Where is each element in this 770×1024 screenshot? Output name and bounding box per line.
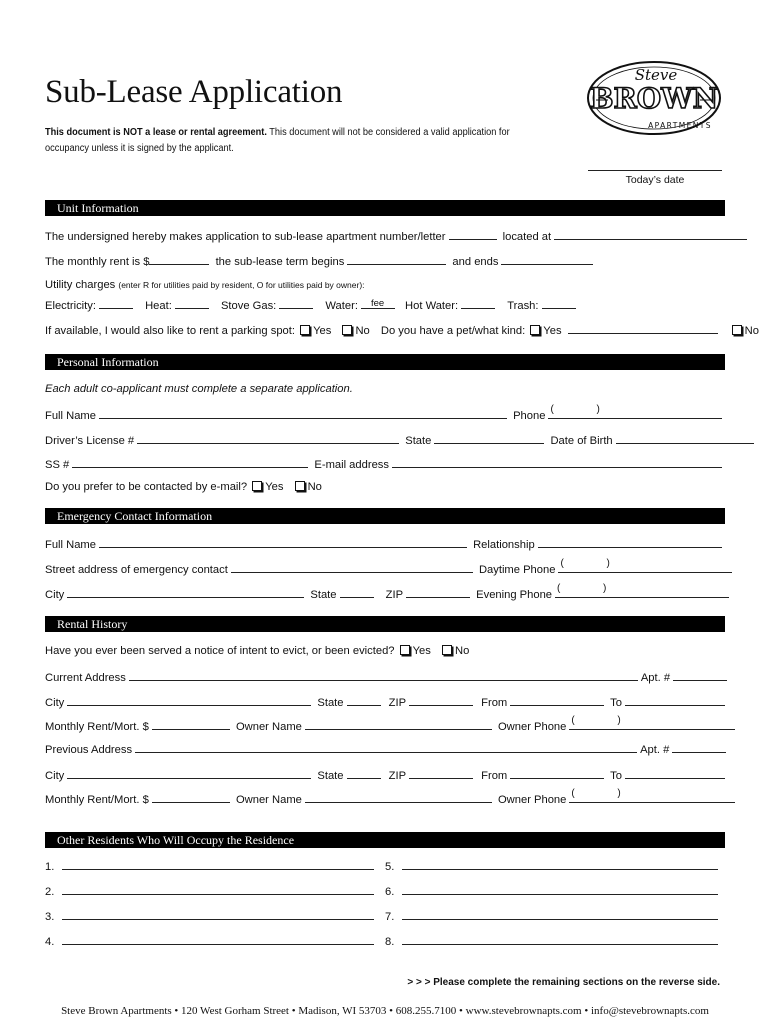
resident-row-7 [385, 908, 721, 924]
pet-yes-checkbox[interactable] [530, 325, 540, 335]
resident-1-field[interactable] [62, 858, 374, 870]
emergency-city-label: City [45, 589, 65, 601]
current-state-field[interactable] [347, 694, 381, 706]
section-header-emergency [45, 508, 725, 524]
footer-address: Steve Brown Apartments • 120 West Gorham Street • Madison, WI 53703 • 608.255.7100 • www.stevebrownapts.com • info@stevebrownapts.com [61, 1005, 709, 1017]
logo-main-text: BROWN [589, 82, 719, 115]
emergency-name-label: Full Name [45, 539, 96, 551]
current-owner-field[interactable] [305, 718, 492, 730]
emergency-city-row [45, 583, 732, 602]
current-rent-field[interactable] [152, 718, 230, 730]
evict-no-label: No [454, 645, 470, 657]
stove-gas-label: Stove Gas: [220, 300, 277, 312]
pet-yes-label: Yes [543, 325, 562, 337]
dob-field[interactable] [616, 432, 754, 444]
trash-field[interactable] [542, 297, 576, 309]
section-header-residents [45, 832, 725, 848]
email-pref-yes-checkbox[interactable] [252, 481, 262, 491]
term-begins-label: the sub-lease term begins [215, 256, 345, 268]
electricity-field[interactable] [99, 297, 133, 309]
current-address-row [45, 669, 730, 685]
water-value: fee [370, 298, 385, 309]
license-state-label: State [405, 435, 432, 447]
logo-script-text: Steve [634, 66, 678, 84]
disclaimer-bold: This document is NOT a lease or rental agreement. [45, 127, 267, 138]
evening-phone-label: Evening Phone [476, 589, 553, 601]
stove-gas-field[interactable] [279, 297, 313, 309]
reverse-side-note: > > > Please complete the remaining sections on the reverse side. [407, 977, 720, 988]
pet-no-checkbox[interactable] [732, 325, 742, 335]
monthly-rent-field[interactable] [149, 253, 209, 265]
previous-address-label: Previous Address [45, 744, 133, 756]
section-header-personal [45, 354, 725, 370]
email-label: E-mail address [314, 459, 389, 471]
current-owner-label: Owner Name [235, 721, 302, 733]
current-to-label: To [610, 697, 622, 709]
current-city-label: City [45, 697, 65, 709]
located-at-field[interactable] [554, 228, 747, 240]
current-rent-row [45, 715, 738, 734]
email-pref-row [45, 480, 322, 494]
license-label: Driver’s License # [45, 435, 135, 447]
current-from-field[interactable] [510, 694, 604, 706]
resident-number: 3. [45, 911, 55, 923]
resident-row-1 [45, 858, 377, 874]
parking-pet-row [45, 322, 759, 338]
previous-state-field[interactable] [347, 767, 381, 779]
emergency-name-field[interactable] [99, 536, 467, 548]
current-address-field[interactable] [129, 669, 638, 681]
previous-zip-label: ZIP [388, 770, 407, 782]
resident-3-field[interactable] [62, 908, 374, 920]
section-title: Other Residents Who Will Occupy the Residence [57, 833, 295, 847]
resident-row-4 [45, 933, 377, 949]
current-owner-phone-field[interactable]: ( ) [569, 718, 735, 730]
utility-fields-row [45, 297, 579, 313]
ssn-label: SS # [45, 459, 70, 471]
electricity-label: Electricity: [45, 300, 96, 312]
evict-yes-label: Yes [412, 645, 431, 657]
utility-label: Utility charges [45, 279, 116, 291]
evict-no-checkbox[interactable] [442, 645, 452, 655]
license-row [45, 432, 757, 448]
previous-from-field[interactable] [510, 767, 604, 779]
water-label: Water: [325, 300, 358, 312]
evict-label: Have you ever been served a notice of intent to evict, or been evicted? [45, 645, 395, 657]
emergency-street-label: Street address of emergency contact [45, 564, 228, 576]
resident-row-6 [385, 883, 721, 899]
parking-yes-checkbox[interactable] [300, 325, 310, 335]
previous-state-label: State [317, 770, 344, 782]
previous-address-field[interactable] [135, 741, 637, 753]
previous-rent-row [45, 788, 738, 807]
previous-city-field[interactable] [67, 767, 311, 779]
ssn-row [45, 456, 725, 472]
resident-4-field[interactable] [62, 933, 374, 945]
previous-owner-phone-label: Owner Phone [497, 794, 567, 806]
utility-note: (enter R for utilities paid by resident, O for utilities paid by owner): [118, 280, 365, 290]
full-name-field[interactable] [99, 407, 507, 419]
previous-city-label: City [45, 770, 65, 782]
personal-name-row [45, 404, 725, 423]
resident-number: 8. [385, 936, 395, 948]
water-field[interactable] [361, 297, 395, 309]
section-title: Rental History [57, 617, 128, 631]
resident-number: 7. [385, 911, 395, 923]
email-pref-no-checkbox[interactable] [295, 481, 305, 491]
previous-zip-field[interactable] [409, 767, 473, 779]
resident-row-5 [385, 858, 721, 874]
previous-to-label: To [610, 770, 622, 782]
resident-5-field[interactable] [402, 858, 718, 870]
unit-apply-row [45, 228, 750, 244]
heat-field[interactable] [175, 297, 209, 309]
logo-sub-text: APARTMENTS [648, 121, 712, 130]
current-apt-label: Apt. # [640, 672, 671, 684]
resident-number: 4. [45, 936, 55, 948]
emergency-name-row [45, 536, 725, 552]
current-city-field[interactable] [67, 694, 311, 706]
located-at-label: located at [502, 231, 552, 243]
current-zip-label: ZIP [388, 697, 407, 709]
previous-to-field[interactable] [625, 767, 725, 779]
rent-label: The monthly rent is $ [45, 256, 150, 268]
resident-2-field[interactable] [62, 883, 374, 895]
email-pref-label: Do you prefer to be contacted by e-mail? [45, 481, 248, 493]
relationship-label: Relationship [473, 539, 535, 551]
current-from-label: From [481, 697, 508, 709]
section-title: Unit Information [57, 201, 139, 215]
page-title: Sub-Lease Application [45, 74, 343, 110]
current-city-row [45, 694, 728, 710]
trash-label: Trash: [507, 300, 539, 312]
steve-brown-apartments-logo [584, 56, 724, 140]
pet-label: Do you have a pet/what kind: [380, 325, 526, 337]
phone-label: Phone [513, 410, 546, 422]
phone-field[interactable]: ( ) [548, 407, 722, 419]
resident-number: 1. [45, 861, 55, 873]
current-apt-field[interactable] [673, 669, 727, 681]
email-pref-no-label: No [307, 481, 322, 493]
resident-row-8 [385, 933, 721, 949]
parking-label: If available, I would also like to rent a parking spot: [45, 325, 295, 337]
hot-water-field[interactable] [461, 297, 495, 309]
dob-label: Date of Birth [550, 435, 613, 447]
term-ends-label: and ends [452, 256, 499, 268]
current-rent-label: Monthly Rent/Mort. $ [45, 721, 149, 733]
current-zip-field[interactable] [409, 694, 473, 706]
current-owner-phone-label: Owner Phone [497, 721, 567, 733]
previous-city-row [45, 767, 728, 783]
resident-number: 5. [385, 861, 395, 873]
evict-row [45, 644, 469, 658]
emergency-state-field[interactable] [340, 586, 374, 598]
previous-rent-field[interactable] [152, 791, 230, 803]
section-title: Personal Information [57, 355, 159, 369]
relationship-field[interactable] [538, 536, 722, 548]
previous-apt-field[interactable] [672, 741, 726, 753]
parking-yes-label: Yes [313, 325, 332, 337]
parking-no-checkbox[interactable] [342, 325, 352, 335]
previous-from-label: From [481, 770, 508, 782]
emergency-zip-label: ZIP [385, 589, 404, 601]
todays-date-field[interactable] [588, 170, 722, 171]
coapplicant-note: Each adult co-applicant must complete a separate application. [45, 383, 353, 395]
apartment-number-field[interactable] [449, 228, 497, 240]
hot-water-label: Hot Water: [405, 300, 459, 312]
resident-number: 6. [385, 886, 395, 898]
previous-rent-label: Monthly Rent/Mort. $ [45, 794, 149, 806]
email-field[interactable] [392, 456, 722, 468]
email-pref-yes-label: Yes [265, 481, 284, 493]
resident-6-field[interactable] [402, 883, 718, 895]
evict-yes-checkbox[interactable] [400, 645, 410, 655]
resident-row-3 [45, 908, 377, 924]
license-field[interactable] [137, 432, 399, 444]
resident-7-field[interactable] [402, 908, 718, 920]
license-state-field[interactable] [434, 432, 544, 444]
pet-kind-field[interactable] [568, 322, 718, 334]
term-ends-field[interactable] [501, 253, 593, 265]
current-to-field[interactable] [625, 694, 725, 706]
pet-no-label: No [744, 325, 759, 337]
previous-owner-field[interactable] [305, 791, 492, 803]
emergency-city-field[interactable] [67, 586, 304, 598]
section-title: Emergency Contact Information [57, 509, 213, 523]
daytime-phone-label: Daytime Phone [478, 564, 556, 576]
evening-phone-field[interactable]: ( ) [555, 586, 729, 598]
resident-number: 2. [45, 886, 55, 898]
parking-no-label: No [355, 325, 370, 337]
emergency-street-row [45, 558, 735, 577]
todays-date-label: Today’s date [625, 174, 685, 186]
ssn-field[interactable] [72, 456, 308, 468]
disclaimer [45, 125, 523, 157]
current-address-label: Current Address [45, 672, 126, 684]
disclaimer-text: This document will not be considered a valid application for occupancy unless it is signed by the applicant. [45, 127, 510, 154]
section-header-unit [45, 200, 725, 216]
section-header-rental [45, 616, 725, 632]
heat-label: Heat: [145, 300, 172, 312]
emergency-street-field[interactable] [231, 561, 473, 573]
daytime-phone-field[interactable]: ( ) [558, 561, 732, 573]
emergency-state-label: State [310, 589, 337, 601]
full-name-label: Full Name [45, 410, 96, 422]
term-begins-field[interactable] [347, 253, 446, 265]
current-state-label: State [317, 697, 344, 709]
resident-row-2 [45, 883, 377, 899]
previous-address-row [45, 741, 729, 757]
emergency-zip-field[interactable] [406, 586, 470, 598]
unit-rent-row [45, 253, 596, 269]
previous-owner-label: Owner Name [235, 794, 302, 806]
previous-owner-phone-field[interactable]: ( ) [569, 791, 735, 803]
utility-note-row [45, 278, 365, 292]
resident-8-field[interactable] [402, 933, 718, 945]
apply-label: The undersigned hereby makes application to sub-lease apartment number/letter [45, 231, 446, 243]
previous-apt-label: Apt. # [640, 744, 670, 756]
